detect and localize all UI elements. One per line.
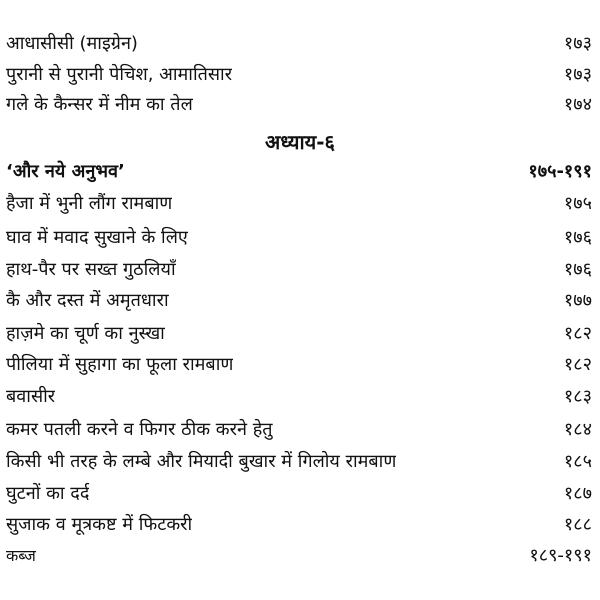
chapter-title: ‘और नये अनुभव’: [6, 161, 125, 182]
toc-entry-title: घुटनों का दर्द: [6, 483, 90, 504]
toc-entry: [6, 381, 592, 411]
toc-entry-title: हाथ-पैर पर सख्त गुठलियाँ: [6, 259, 176, 280]
chapter-title-row: [6, 156, 592, 186]
toc-entry: [6, 222, 592, 252]
toc-entry-page: १८२: [563, 354, 592, 375]
toc-entry-title: सुजाक व मूत्रकष्ट में फिटकरी: [6, 514, 193, 535]
toc-entry: [6, 254, 592, 284]
toc-entry: [6, 349, 592, 379]
toc-entry-title: हाज़मे का चूर्ण का नुस्खा: [6, 323, 165, 344]
toc-entry-title: पुरानी से पुरानी पेचिश, आमातिसार: [6, 64, 233, 85]
toc-entry: [6, 414, 592, 444]
toc-entry-title: कमर पतली करने व फिगर ठीक करने हेतु: [6, 419, 273, 440]
toc-entry-title: कै और दस्त में अमृतधारा: [6, 290, 169, 311]
toc-entry-title: किसी भी तरह के लम्बे और मियादी बुखार में गिलोय रामबाण: [6, 451, 397, 472]
toc-entry: [6, 188, 592, 218]
toc-entry-title: पीलिया में सुहागा का फूला रामबाण: [6, 354, 234, 375]
toc-entry-page: १८५: [563, 451, 592, 472]
toc-entry-page: १८४: [563, 419, 592, 440]
toc-entry: [6, 478, 592, 508]
toc-entry-title: आधासीसी (माइग्रेन): [6, 33, 138, 54]
toc-entry: [6, 285, 592, 315]
toc-entry-page: १७६: [563, 259, 592, 280]
toc-entry-page: १७३: [563, 64, 592, 85]
toc-entry: [6, 59, 592, 89]
toc-entry: [6, 540, 592, 570]
toc-entry-page: १७५: [563, 193, 592, 214]
toc-entry: [6, 446, 592, 476]
toc-entry-page: १८३: [563, 386, 592, 407]
toc-entry-title: बवासीर: [6, 386, 56, 407]
toc-entry-page: १८९-१९१: [529, 545, 592, 566]
toc-entry-page: १७६: [563, 227, 592, 248]
toc-entry-page: १८८: [563, 514, 592, 535]
chapter-pages: १७५-१९१: [528, 161, 592, 182]
toc-entry-page: १७३: [563, 33, 592, 54]
toc-entry-page: १७४: [563, 94, 592, 115]
toc-entry: [6, 89, 592, 119]
toc-entry-title: कब्ज: [6, 546, 36, 565]
toc-entry-title: गले के कैन्सर में नीम का तेल: [6, 94, 193, 115]
chapter-heading: अध्याय-६: [265, 129, 335, 154]
toc-entry-page: १८७: [563, 483, 592, 504]
toc-entry-title: घाव में मवाद सुखाने के लिए: [6, 227, 188, 248]
toc-entry: [6, 28, 592, 58]
toc-entry-page: १८२: [563, 323, 592, 344]
toc-entry-title: हैजा में भुनी लौंग रामबाण: [6, 193, 173, 214]
toc-entry: [6, 509, 592, 539]
toc-entry: [6, 318, 592, 348]
toc-entry-page: १७७: [563, 290, 592, 311]
